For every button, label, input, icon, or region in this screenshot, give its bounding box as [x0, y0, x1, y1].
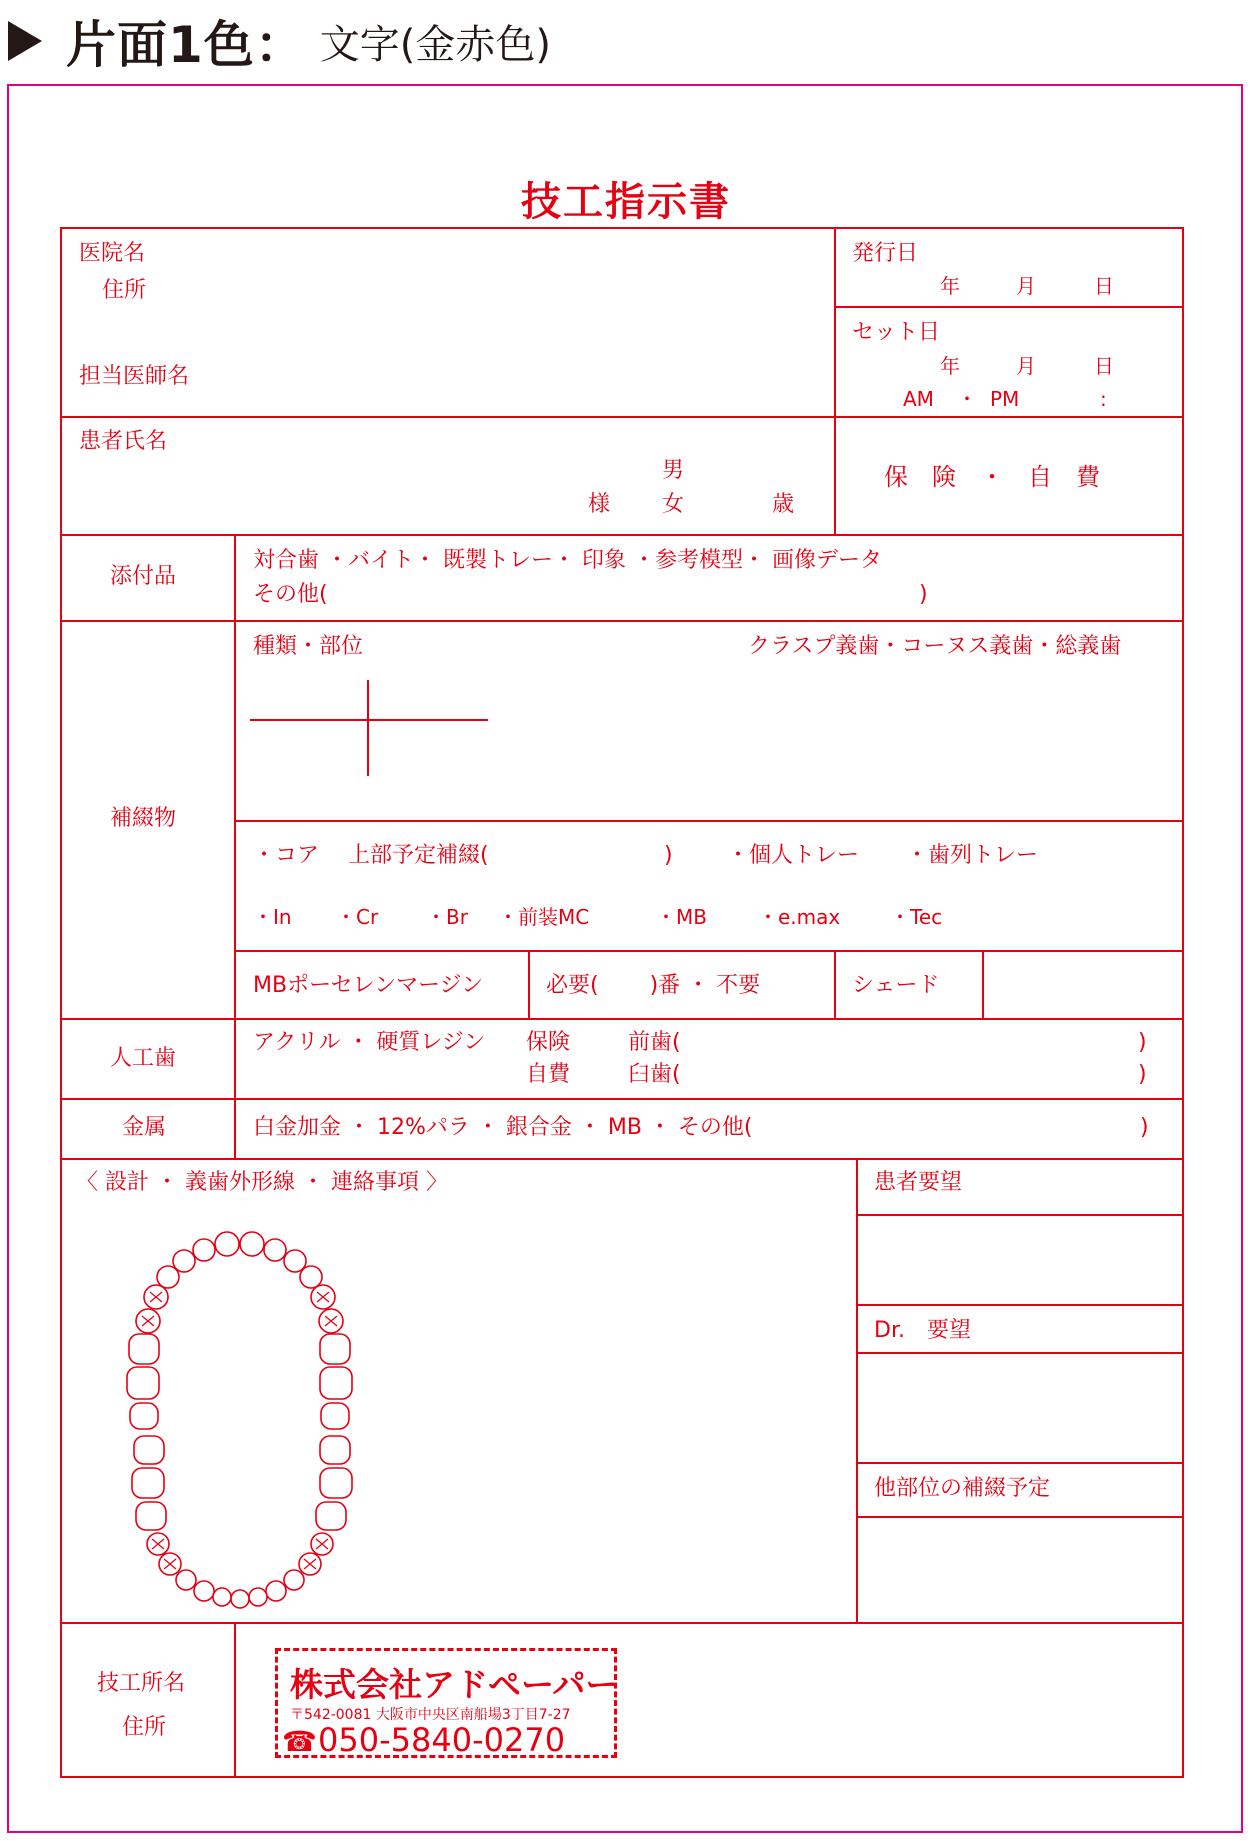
- set-month: 月: [1016, 354, 1036, 378]
- prosthesis-label: 補綴物: [110, 806, 177, 831]
- header-main: 片面1色：: [66, 16, 306, 74]
- option-mc: ・前装MC: [498, 905, 590, 929]
- form-title: 技工指示書: [521, 179, 731, 225]
- acrylic-resin: アクリル ・ 硬質レジン: [253, 1030, 486, 1055]
- tooth: [193, 1239, 215, 1261]
- tooth: [231, 1590, 249, 1608]
- set-year: 年: [940, 354, 960, 378]
- clinic-name-label: 医院名: [79, 241, 146, 266]
- tooth: [284, 1570, 304, 1590]
- tooth: [264, 1239, 286, 1261]
- age-label: 歳: [772, 492, 795, 517]
- metal-paren-close: ): [1140, 1115, 1149, 1140]
- doctor-name-label: 担当医師名: [79, 364, 190, 389]
- option-tec: ・Tec: [890, 905, 943, 929]
- tooth: [136, 1502, 166, 1530]
- design-header: 〈 設計 ・ 義歯外形線 ・ 連絡事項 〉: [76, 1170, 448, 1195]
- tooth: [320, 1436, 350, 1464]
- company-address: 〒542-0081 大阪市中央区南船場3丁目7-27: [290, 1707, 571, 1723]
- tooth: [316, 1502, 346, 1530]
- tooth: [130, 1403, 158, 1429]
- issue-month: 月: [1016, 274, 1036, 298]
- issue-day: 日: [1094, 274, 1114, 298]
- tooth: [132, 1468, 164, 1498]
- tooth: [213, 1588, 231, 1606]
- molar-teeth: 臼歯(: [628, 1062, 681, 1087]
- option-cr: ・Cr: [336, 905, 379, 929]
- anterior-paren-close: ): [1138, 1030, 1147, 1055]
- tooth: [127, 1367, 159, 1399]
- attachments-other: その他(: [253, 582, 328, 607]
- phone-icon: ☎: [282, 1725, 317, 1758]
- header-sub: 文字(金赤色): [319, 21, 552, 68]
- female-label: 女: [662, 492, 685, 517]
- metal-label: 金属: [122, 1115, 167, 1140]
- tooth: [320, 1334, 350, 1364]
- metal-options: 白金加金 ・ 12%パラ ・ 銀合金 ・ MB ・ その他(: [253, 1115, 753, 1140]
- company-name: 株式会社アドペーパー: [290, 1665, 619, 1704]
- company-tel: 050-5840-0270: [318, 1721, 566, 1759]
- tooth: [300, 1266, 322, 1288]
- lab-address-label: 住所: [122, 1715, 167, 1740]
- tooth: [176, 1570, 196, 1590]
- set-date-label: セット日: [852, 320, 941, 345]
- insurance-jihi: 自費: [526, 1062, 571, 1087]
- lower-arch: [132, 1436, 352, 1608]
- option-mb: ・MB: [656, 905, 707, 929]
- anterior-teeth: 前歯(: [628, 1030, 681, 1055]
- company-stamp: [275, 1648, 617, 1758]
- issue-date-label: 発行日: [852, 241, 919, 266]
- tooth: [129, 1334, 159, 1364]
- tooth: [240, 1232, 264, 1256]
- tooth: [134, 1436, 164, 1464]
- clinic-address-label: 住所: [102, 278, 147, 303]
- tooth: [249, 1588, 267, 1606]
- patient-name-label: 患者氏名: [79, 429, 168, 454]
- insurance-hoken: 保険: [526, 1030, 571, 1055]
- tooth: [320, 1468, 352, 1498]
- tooth: [215, 1232, 239, 1256]
- dr-request-label: Dr. 要望: [874, 1318, 971, 1343]
- option-in: ・In: [253, 905, 292, 929]
- core-paren-close: ): [664, 843, 673, 868]
- pm-label: PM: [990, 387, 1020, 411]
- male-label: 男: [662, 458, 685, 483]
- option-emax: ・e.max: [758, 905, 841, 929]
- upper-arch: [127, 1232, 352, 1429]
- tooth: [266, 1581, 286, 1601]
- set-day: 日: [1094, 354, 1114, 378]
- other-sites-label: 他部位の補綴予定: [874, 1476, 1051, 1501]
- type-site-label: 種類・部位: [253, 634, 364, 659]
- tooth: [194, 1581, 214, 1601]
- upper-tooth-marks: [142, 1292, 337, 1326]
- tooth: [321, 1403, 349, 1429]
- option-br: ・Br: [426, 905, 468, 929]
- insurance-label: 保 険 ・ 自 費: [884, 463, 1100, 491]
- dental-chart: [120, 1214, 370, 1624]
- time-colon: :: [1100, 387, 1107, 411]
- am-pm-dot: ・: [957, 387, 977, 411]
- tooth: [157, 1266, 179, 1288]
- tray-individual: ・個人トレー: [727, 843, 860, 868]
- molar-paren-close: ): [1138, 1062, 1147, 1087]
- artificial-teeth-label: 人工歯: [110, 1046, 177, 1071]
- tooth: [320, 1367, 352, 1399]
- attachments-paren-close: ): [919, 582, 928, 607]
- mb-margin-need: 必要( )番 ・ 不要: [546, 973, 761, 998]
- core-line: ・コア 上部予定補綴(: [253, 843, 489, 868]
- patient-request-label: 患者要望: [874, 1170, 963, 1195]
- attachments-options: 対合歯 ・バイト・ 既製トレー・ 印象 ・参考模型・ 画像データ: [253, 548, 882, 573]
- attachments-label: 添付品: [110, 564, 177, 589]
- sama-label: 様: [588, 492, 611, 517]
- am-label: AM: [903, 387, 934, 411]
- denture-types: クラスプ義歯・コーヌス義歯・総義歯: [748, 634, 1122, 659]
- tray-arch: ・歯列トレー: [906, 843, 1039, 868]
- shade-label: シェード: [852, 973, 940, 998]
- issue-year: 年: [940, 274, 960, 298]
- mb-margin-label: MBポーセレンマージン: [253, 973, 484, 998]
- lab-name-label: 技工所名: [97, 1671, 186, 1696]
